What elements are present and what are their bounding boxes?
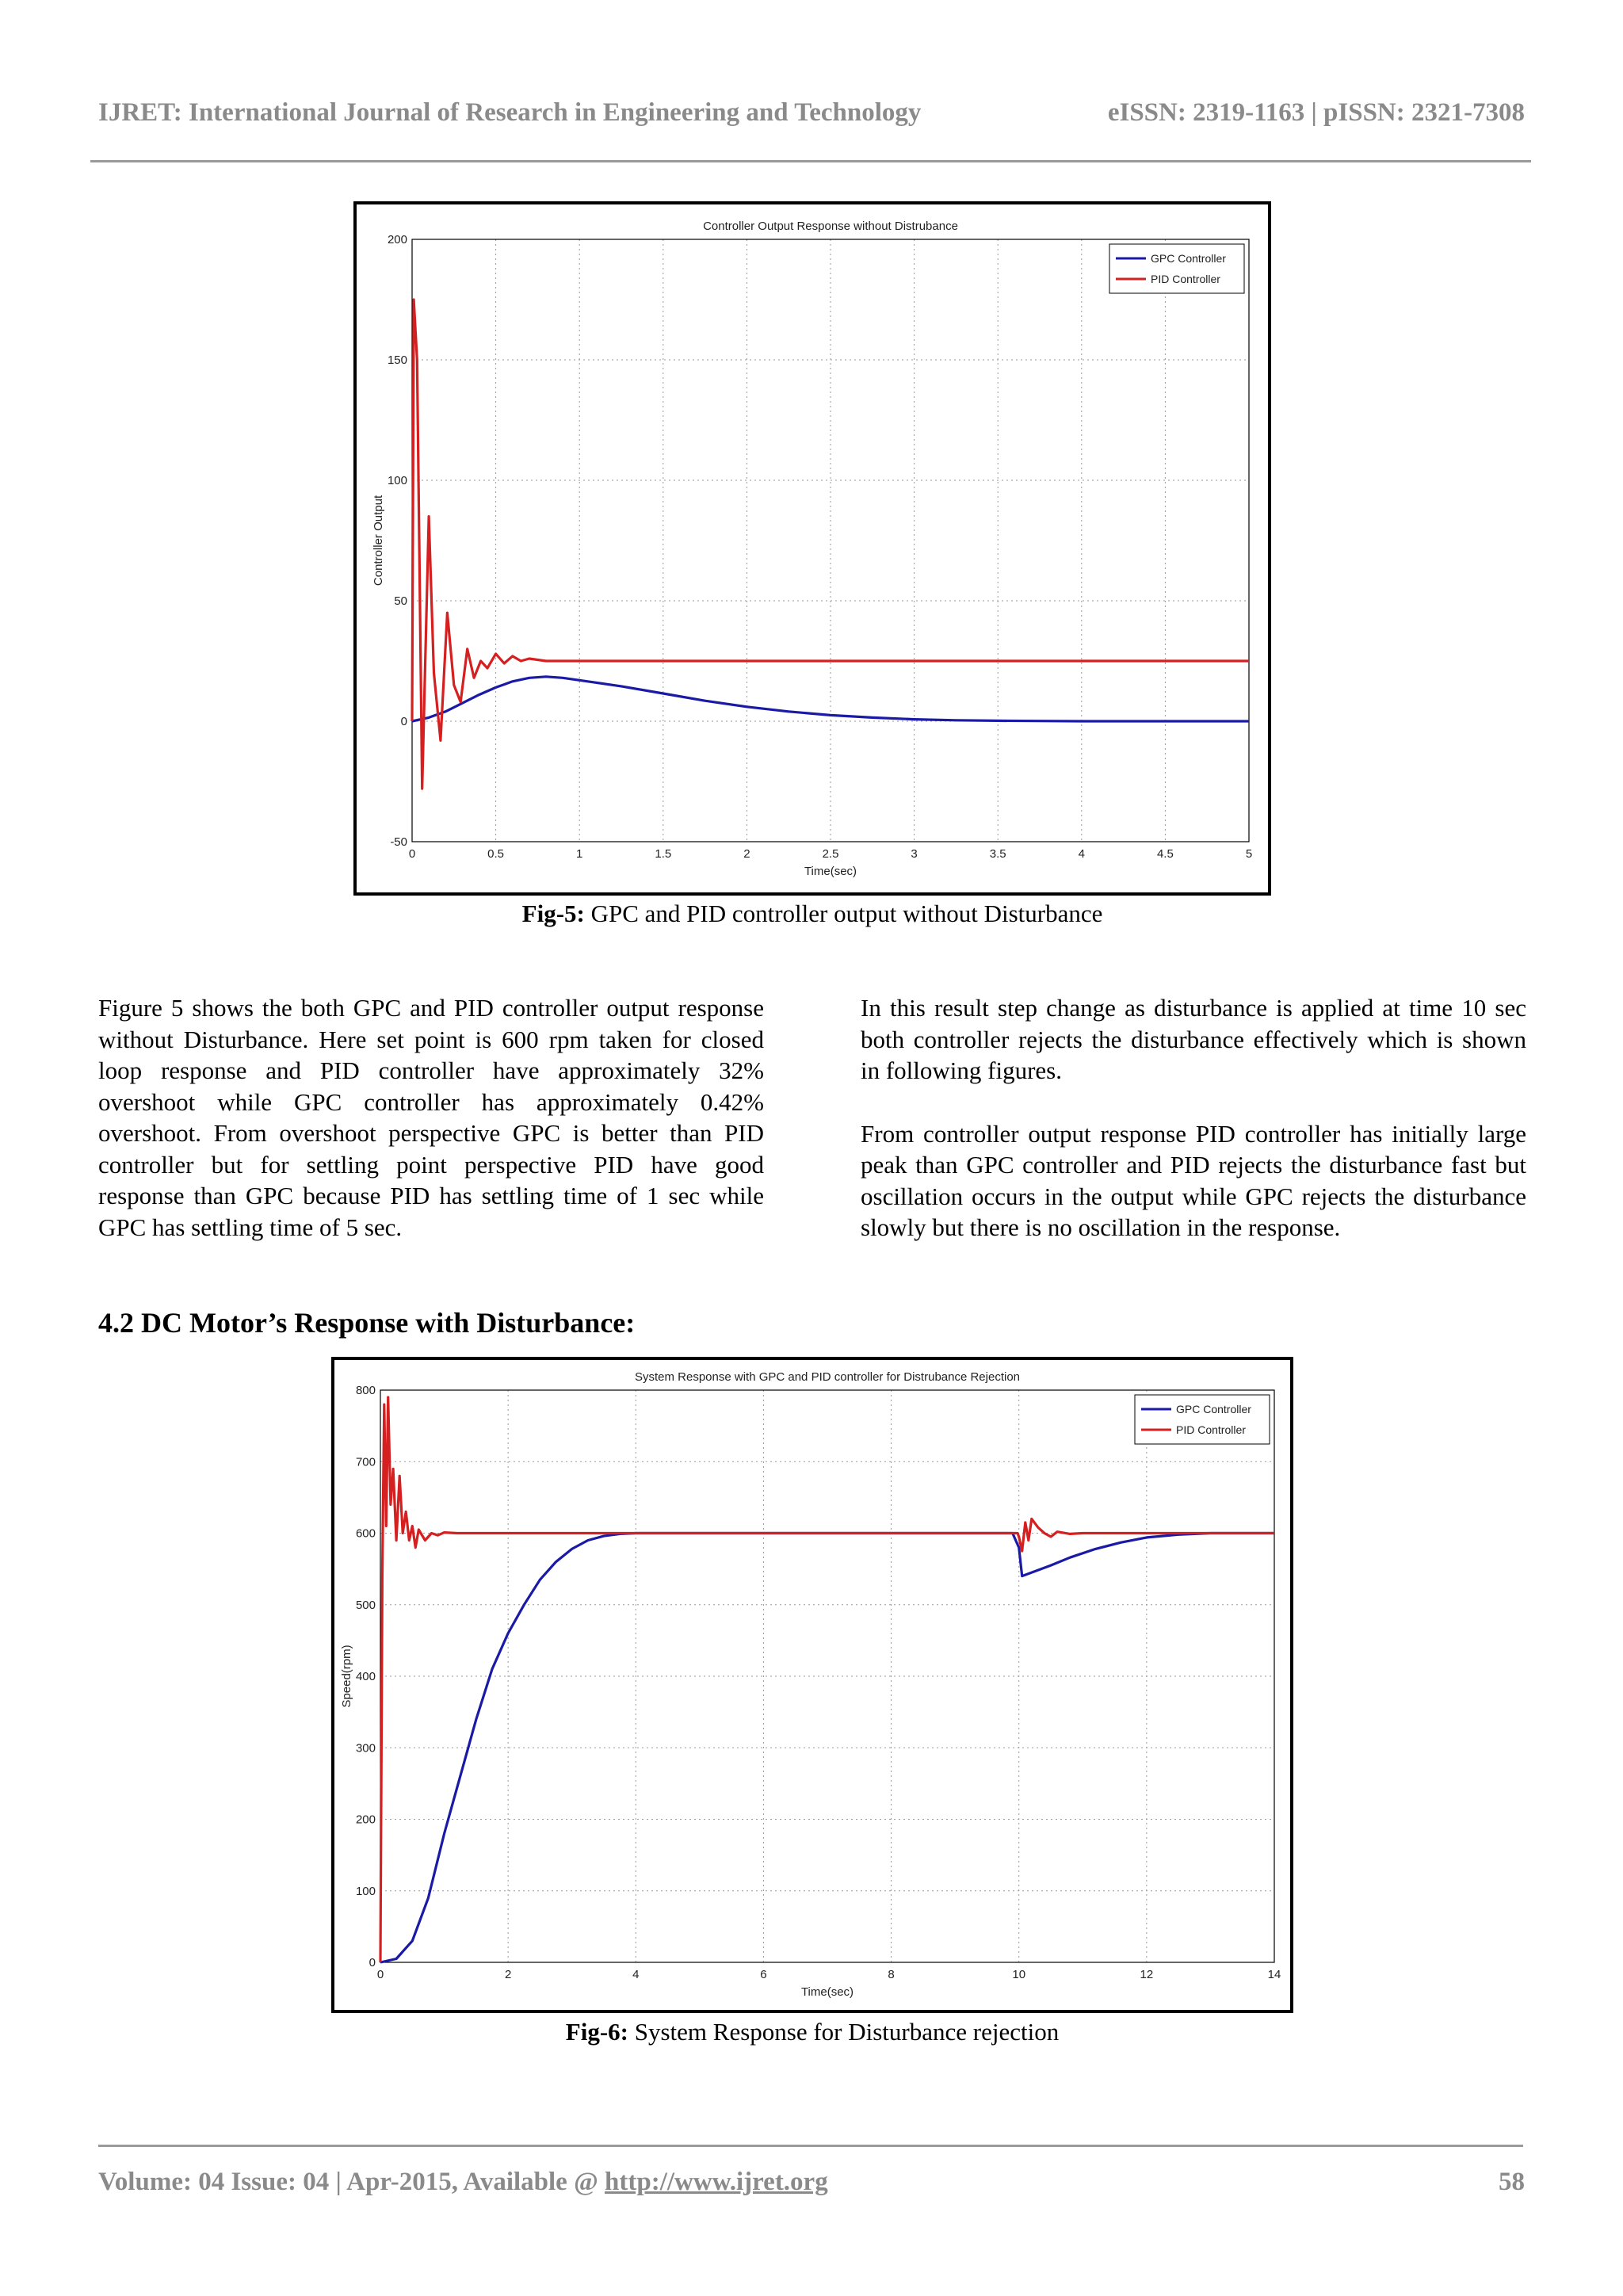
y-tick-label: 100 [355,1884,376,1898]
y-axis-label: Controller Output [372,495,385,586]
x-tick-label: 4 [1078,847,1085,861]
y-tick-label: -50 [390,835,407,849]
figure-6-caption [331,2018,1293,2046]
figure-6-caption-label: Fig-6: [565,2018,628,2046]
x-tick-label: 1 [576,847,583,861]
y-tick-label: 200 [387,233,407,246]
left-paragraph: Figure 5 shows the both GPC and PID controller output response without Disturbance. Here set point is 600 rpm taken for closed loop response and PID controller have approximately 32% overshoot while GPC controller has approximately 0.42% overshoot. From overshoot perspective GPC is better than PID controller but for settling point perspective PID have good response than GPC because PID has settling time of 1 sec while GPC has settling time of 5 sec. [98,994,764,1241]
y-axis-label: Speed(rpm) [340,1645,353,1708]
x-axis-label: Time(sec) [800,1985,854,1999]
x-tick-label: 2.5 [822,847,839,861]
y-tick-label: 0 [369,1956,376,1969]
y-tick-label: 200 [355,1813,376,1827]
x-tick-label: 6 [760,1968,767,1981]
figure-5-caption-label: Fig-5: [521,900,585,927]
y-tick-label: 0 [400,715,407,728]
chart-title: Controller Output Response without Distrubance [703,220,958,233]
x-axis-label: Time(sec) [804,865,857,878]
left-column [98,992,764,1243]
y-tick-label: 100 [387,474,407,487]
y-tick-label: 400 [355,1670,376,1683]
figure-6-caption-text: System Response for Disturbance rejection [628,2018,1060,2046]
y-tick-label: 150 [387,353,407,367]
legend-label-pid-controller: PID Controller [1151,273,1220,285]
x-tick-label: 3 [911,847,918,861]
right-column [861,992,1526,1244]
x-tick-label: 8 [888,1968,895,1981]
y-tick-label: 800 [355,1384,376,1397]
y-tick-label: 700 [355,1455,376,1469]
header-rule [90,160,1531,162]
y-tick-label: 300 [355,1741,376,1755]
chart-controller-output [357,204,1268,892]
x-tick-label: 5 [1245,847,1253,861]
x-tick-label: 4 [632,1968,640,1981]
footer-volume-text: Volume: 04 Issue: 04 | Apr-2015, Available @ [98,2168,605,2196]
figure-6 [331,1357,1293,2013]
footer-rule [98,2145,1523,2147]
journal-title: IJRET: International Journal of Research in Engineering and Technology [98,98,922,127]
footer-volume [98,2168,828,2197]
page-number: 58 [1499,2168,1525,2196]
x-tick-label: 2 [743,847,750,861]
figure-5-caption [353,900,1271,928]
y-tick-label: 50 [394,594,407,608]
section-heading: 4.2 DC Motor’s Response with Disturbance: [98,1307,636,1339]
x-tick-label: 2 [504,1968,512,1981]
chart-disturbance-rejection [334,1360,1290,2010]
x-tick-label: 0 [376,1968,384,1981]
x-tick-label: 12 [1140,1968,1154,1981]
x-tick-label: 3.5 [989,847,1006,861]
x-tick-label: 0.5 [487,847,505,861]
x-tick-label: 14 [1267,1968,1281,1981]
x-tick-label: 0 [408,847,416,861]
y-tick-label: 600 [355,1526,376,1541]
x-tick-label: 10 [1012,1968,1026,1981]
figure-5-caption-text: GPC and PID controller output without Disturbance [584,900,1103,927]
legend-label-gpc-controller: GPC Controller [1176,1403,1251,1415]
figure-5 [353,201,1271,896]
legend-label-pid-controller: PID Controller [1176,1423,1246,1436]
x-tick-label: 4.5 [1156,847,1174,861]
x-tick-label: 1.5 [655,847,672,861]
journal-issn: eISSN: 2319-1163 | pISSN: 2321-7308 [1107,98,1525,127]
y-tick-label: 500 [355,1598,376,1612]
right-paragraph-1: In this result step change as disturbance is applied at time 10 sec both controller rejects the disturbance effectively which is shown in following figures. [861,994,1526,1084]
chart-title: System Response with GPC and PID controller for Distrubance Rejection [634,1370,1021,1384]
legend-label-gpc-controller: GPC Controller [1151,252,1226,265]
footer-link[interactable]: http://www.ijret.org [605,2168,828,2196]
right-paragraph-2: From controller output response PID controller has initially large peak than GPC controller and PID rejects the disturbance fast but oscillation occurs in the output while GPC rejects the disturbance slowly but there is no oscillation in the response. [861,1119,1526,1241]
